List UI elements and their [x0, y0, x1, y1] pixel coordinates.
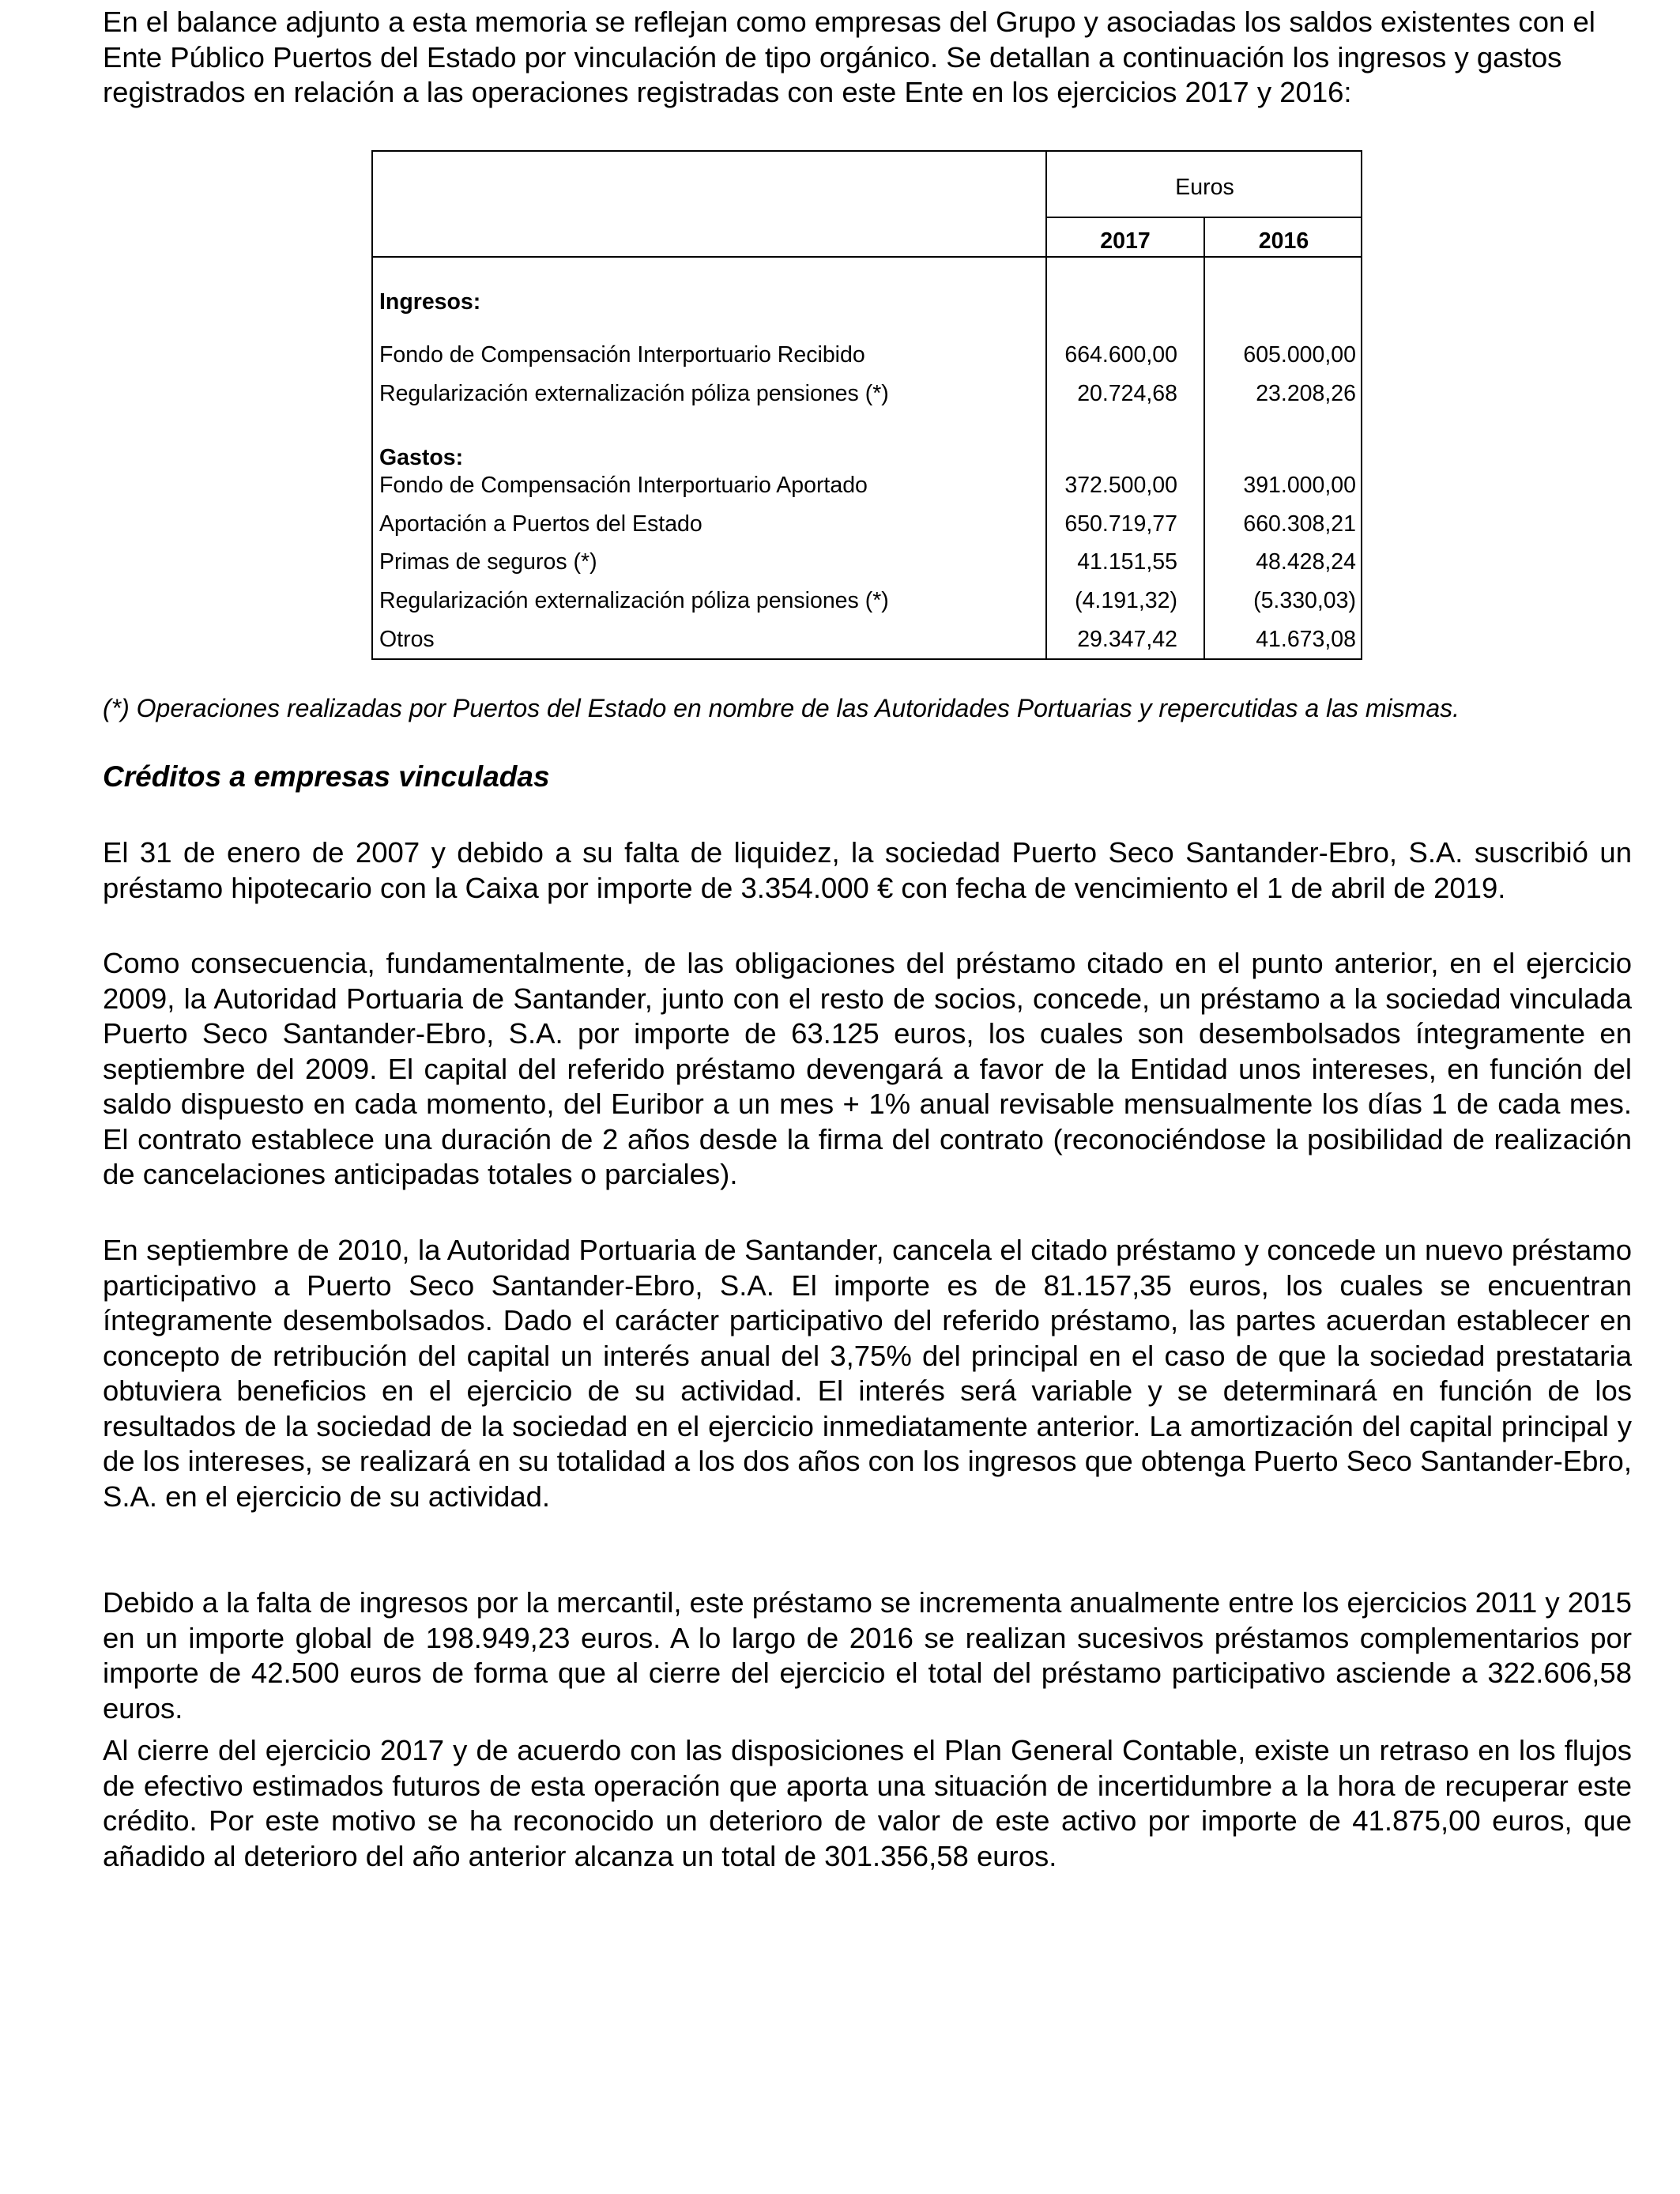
table-divider-euros	[1045, 217, 1361, 218]
table-row-2016: (5.330,03)	[1253, 588, 1356, 613]
table-footnote: (*) Operaciones realizadas por Puertos del Estado en nombre de las Autoridades Portuarias y repercutidas a las mismas.	[103, 694, 1460, 722]
table-row-2016: 41.673,08	[1256, 627, 1356, 652]
currency-header: Euros	[1175, 175, 1234, 200]
body-paragraph: Debido a la falta de ingresos por la mercantil, este préstamo se incrementa anualmente entre los ejercicios 2011 y 2015 en un importe global de 198.949,23 euros. A lo largo de 2016 se realizan sucesivos préstamos complementarios por importe de 42.500 euros de forma que al cierre del ejercicio el total del préstamo participativo asciende a 322.606,58 euros.	[103, 1586, 1632, 1725]
table-row-2017: 41.151,55	[1077, 549, 1177, 575]
body-paragraph: Al cierre del ejercicio 2017 y de acuerdo con las disposiciones el Plan General Contable, existe un retraso en los flujos de efectivo estimados futuros de esta operación que aporta una situación de incertidumbre a la hora de recuperar este crédito. Por este motivo se ha reconocido un deterioro de valor de este activo por importe de 41.875,00 euros, que añadido al deterioro del año anterior alcanza un total de 301.356,58 euros.	[103, 1734, 1632, 1872]
body-paragraph: Como consecuencia, fundamentalmente, de las obligaciones del préstamo citado en el punto anterior, en el ejercicio 2009, la Autoridad Portuaria de Santander, junto con el resto de socios, concede, un préstamo a la sociedad vinculada Puerto Seco Santander-Ebro, S.A. por importe de 63.125 euros, los cuales son desembolsados íntegramente en septiembre del 2009. El capital del referido préstamo devengará a favor de la Entidad unos intereses, en función del saldo dispuesto en cada momento, del Euribor a un mes + 1% anual revisable mensualmente los días 1 de cada mes. El contrato establece una duración de 2 años desde la firma del contrato (reconociéndose la posibilidad de realización de cancelaciones anticipadas totales o parciales).	[103, 947, 1632, 1190]
body-paragraph: En septiembre de 2010, la Autoridad Portuaria de Santander, cancela el citado préstamo y concede un nuevo préstamo participativo a Puerto Seco Santander-Ebro, S.A. El importe es de 81.157,35 euros, los cuales se encuentran íntegramente desembolsados. Dado el carácter participativo del referido préstamo, las partes acuerdan establecer en concepto de retribución del capital un interés anual del 3,75% del principal en el caso de que la sociedad prestataria obtuviera beneficios en el ejercicio de su actividad. El interés será variable y se determinará en función de los resultados de la sociedad de la sociedad en el ejercicio inmediatamente anterior. La amortización del capital principal y de los intereses, se realizará en su totalidad a los dos años con los ingresos que obtenga Puerto Seco Santander-Ebro, S.A. en el ejercicio de su actividad.	[103, 1234, 1632, 1513]
table-row-2017: 20.724,68	[1077, 381, 1177, 406]
table-row-label: Regularización externalización póliza pensiones (*)	[379, 381, 889, 406]
table-row-2017: 650.719,77	[1064, 511, 1177, 537]
section-heading: Créditos a empresas vinculadas	[103, 760, 550, 793]
table-row-label: Otros	[379, 627, 435, 652]
table-row-2016: 605.000,00	[1243, 342, 1356, 368]
intro-paragraph: En el balance adjunto a esta memoria se reflejan como empresas del Grupo y asociadas los saldos existentes con el Ente Público Puertos del Estado por vinculación de tipo orgánico. Se detallan a continuación los ingresos y gastos registrados en relación a las operaciones registradas con este Ente en los ejercicios 2017 y 2016:	[103, 6, 1595, 108]
body-paragraph: El 31 de enero de 2007 y debido a su falta de liquidez, la sociedad Puerto Seco Santander-Ebro, S.A. suscribió un préstamo hipotecario con la Caixa por importe de 3.354.000 € con fecha de vencimiento el 1 de abril de 2019.	[103, 836, 1632, 904]
table-row-2016: 48.428,24	[1256, 549, 1356, 575]
table-row-label: Fondo de Compensación Interportuario Recibido	[379, 342, 865, 368]
table-row-2017: 664.600,00	[1064, 342, 1177, 368]
income-expense-table	[371, 150, 1362, 660]
table-row-2017: (4.191,32)	[1075, 588, 1177, 613]
gastos-title: Gastos:	[379, 445, 464, 470]
table-row-2016: 391.000,00	[1243, 473, 1356, 498]
table-row-label: Fondo de Compensación Interportuario Aportado	[379, 473, 868, 498]
table-row-label: Regularización externalización póliza pensiones (*)	[379, 588, 889, 613]
year-2016-header: 2016	[1258, 228, 1309, 254]
table-row-2016: 23.208,26	[1256, 381, 1356, 406]
table-row-label: Aportación a Puertos del Estado	[379, 511, 703, 537]
table-row-2017: 372.500,00	[1064, 473, 1177, 498]
table-row-2016: 660.308,21	[1243, 511, 1356, 537]
table-row-2017: 29.347,42	[1077, 627, 1177, 652]
year-2017-header: 2017	[1100, 228, 1151, 254]
ingresos-title: Ingresos:	[379, 289, 481, 315]
table-row-label: Primas de seguros (*)	[379, 549, 597, 575]
